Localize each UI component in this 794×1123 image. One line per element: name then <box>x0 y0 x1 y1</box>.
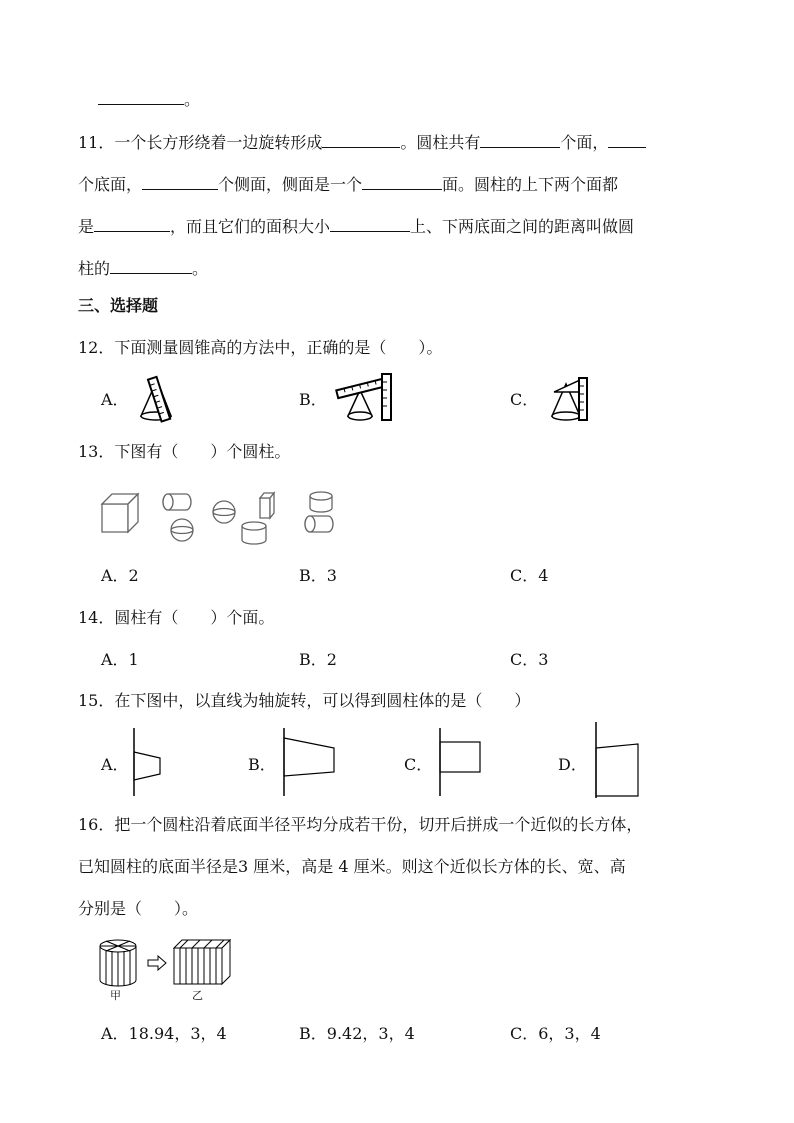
answer-blank[interactable] <box>322 131 400 148</box>
q11-line-1: 11．一个长方形绕着一边旋转形成 。圆柱共有 个面， <box>78 131 646 153</box>
cone-ruler-figure-c <box>546 374 590 422</box>
q13-stem: 13．下图有（ ）个圆柱。 <box>78 442 291 461</box>
q12-option-c[interactable]: C． <box>510 390 539 409</box>
answer-blank[interactable] <box>330 215 410 232</box>
answer-blank[interactable] <box>94 215 170 232</box>
q12-option-b[interactable]: B． <box>299 390 327 409</box>
answer-blank[interactable] <box>110 257 192 274</box>
q16-option-a[interactable]: A．18.94，3，4 <box>101 1024 227 1043</box>
figure-label-jia: 甲 <box>110 989 121 1002</box>
q16-stem-line-3: 分别是（ ）。 <box>78 899 199 918</box>
q16-option-c[interactable]: C．6，3，4 <box>510 1024 601 1043</box>
rotation-shape-a <box>130 726 170 798</box>
answer-blank[interactable] <box>142 173 218 190</box>
rotation-shape-d <box>590 720 644 800</box>
q14-option-c[interactable]: C．3 <box>510 650 549 669</box>
answer-blank[interactable] <box>98 88 184 105</box>
q15-stem: 15．在下图中，以直线为轴旋转，可以得到圆柱体的是（ ） <box>78 691 531 710</box>
q13-option-a[interactable]: A．2 <box>101 566 139 585</box>
section-title: 三、选择题 <box>78 296 159 315</box>
q12-option-a[interactable]: A． <box>101 390 129 409</box>
q14-option-b[interactable]: B．2 <box>299 650 337 669</box>
q15-option-a[interactable]: A． <box>101 755 129 774</box>
q14-option-a[interactable]: A．1 <box>101 650 139 669</box>
q16-stem-line-2: 已知圆柱的底面半径是3 厘米，高是 4 厘米。则这个近似长方体的长、宽、高 <box>78 857 626 876</box>
q15-option-c[interactable]: C． <box>404 755 433 774</box>
q14-stem: 14．圆柱有（ ）个面。 <box>78 608 275 627</box>
answer-blank[interactable] <box>362 173 442 190</box>
q11-line-2: 个底面， 个侧面，侧面是一个 面。圆柱的上下两个面都 <box>78 175 619 194</box>
rotation-shape-c <box>436 726 486 798</box>
q16-option-b[interactable]: B．9.42，3，4 <box>299 1024 415 1043</box>
answer-blank[interactable] <box>480 131 560 148</box>
rotation-shape-b <box>278 726 338 798</box>
q10-tail: 。 <box>98 88 200 110</box>
solids-figure <box>98 486 348 548</box>
q12-stem: 12．下面测量圆锥高的方法中，正确的是（ ）。 <box>78 338 443 357</box>
figure-label-yi: 乙 <box>192 989 203 1002</box>
answer-blank[interactable] <box>608 131 646 148</box>
cone-ruler-figure-b <box>334 372 394 424</box>
cone-ruler-figure-a <box>137 374 183 424</box>
q15-option-b[interactable]: B． <box>248 755 276 774</box>
q15-option-d[interactable]: D． <box>558 755 587 774</box>
q11-line-4: 柱的 。 <box>78 259 209 278</box>
q16-stem-line-1: 16．把一个圆柱沿着底面半径平均分成若干份，切开后拼成一个近似的长方体， <box>78 815 643 834</box>
q11-line-3: 是 ，而且它们的面积大小 上、下两底面之间的距离叫做圆 <box>78 217 635 236</box>
q13-option-c[interactable]: C．4 <box>510 566 549 585</box>
q13-option-b[interactable]: B．3 <box>299 566 337 585</box>
